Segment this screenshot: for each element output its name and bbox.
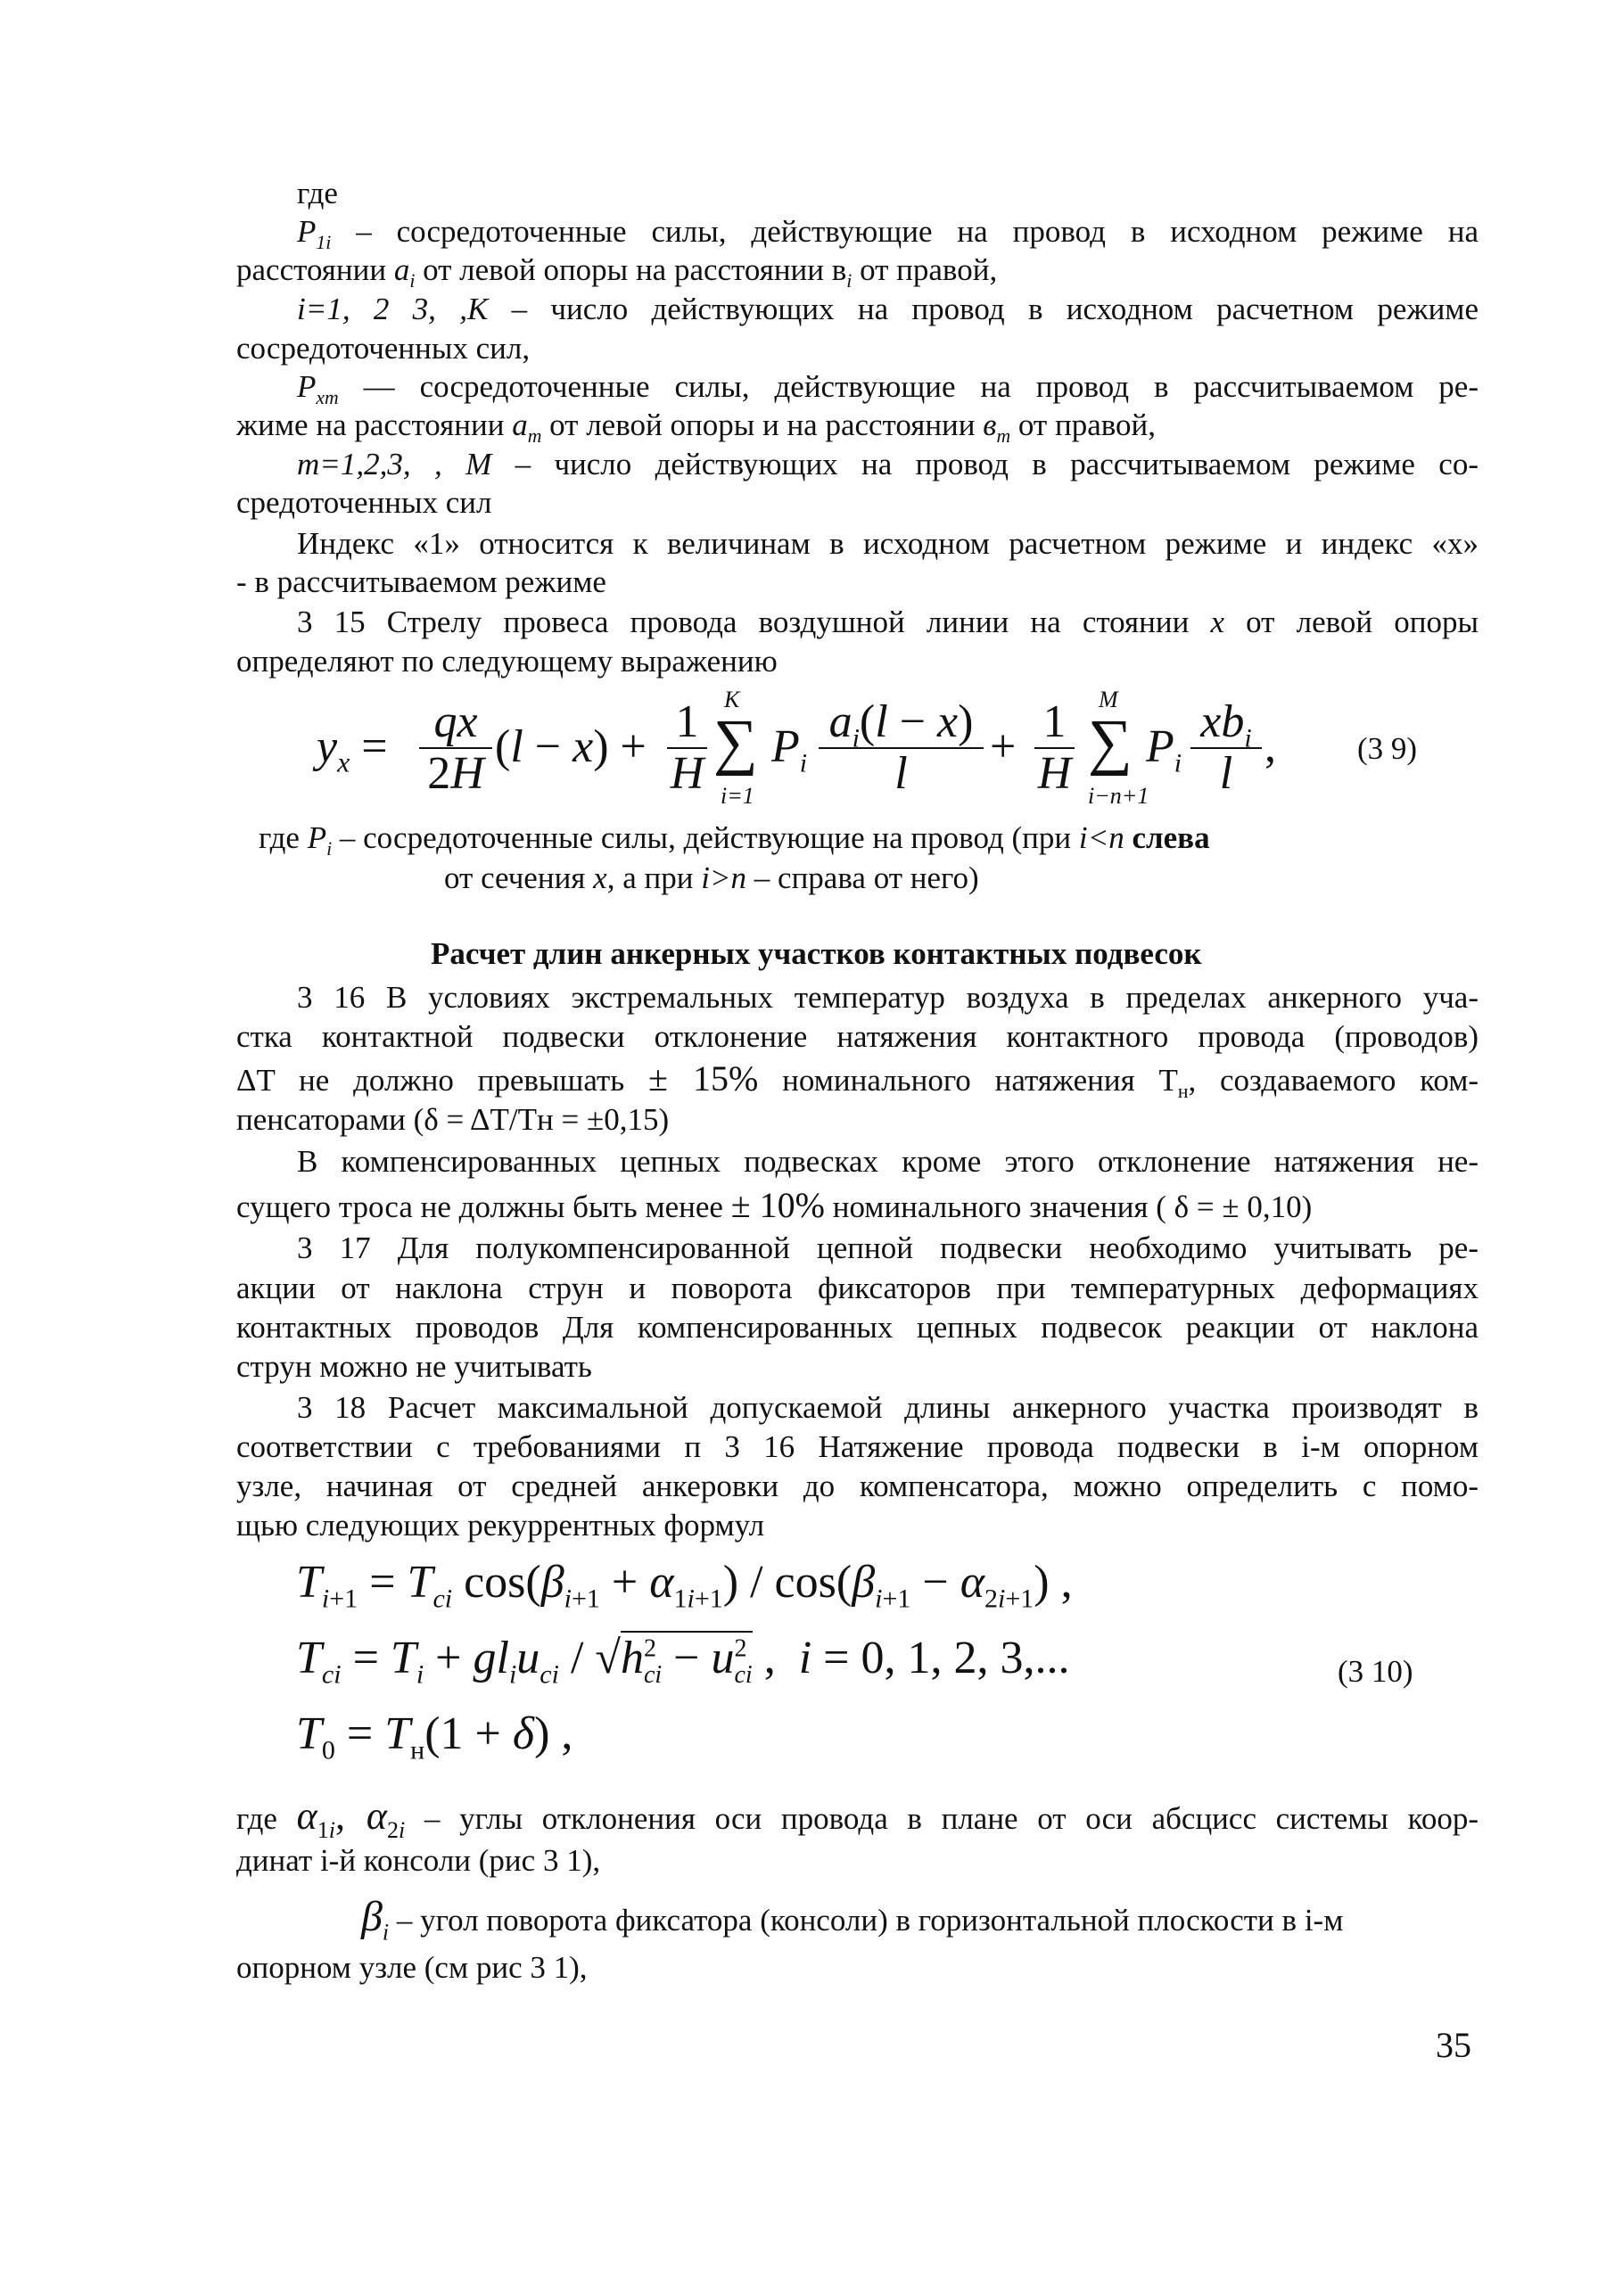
page-number: 35 (1436, 2025, 1471, 2065)
section-heading: Расчет длин анкерных участков контактных подвесок (431, 936, 1202, 971)
text-line: $\beta_i$ – угол поворота фиксатора (консоли) в горизонтальной плоскости в i-м (361, 1893, 1344, 1946)
text-line: где (297, 176, 338, 210)
text-line: сосредоточенных сил, (236, 331, 531, 366)
text-line: - в рассчитываемом режиме (236, 564, 606, 599)
text-line: m=1,2,3, , M – число действующих на провод в рассчитываемом режиме со- (297, 447, 1479, 481)
text-line: Индекс «1» относится к величинам в исходном расчетном режиме и индекс «x» (297, 526, 1479, 561)
text-line: щью следующих рекуррентных формул (236, 1508, 765, 1543)
text-line: сущего троса не должны быть менее ± 10% номинального значения ( δ = ± 0,10) (236, 1185, 1313, 1225)
equation-number: (3 10) (1338, 1654, 1413, 1689)
text-line: акции от наклона струн и поворота фиксаторов при температурных деформациях (236, 1271, 1479, 1305)
text-line: средоточенных сил (236, 485, 492, 520)
text-line: расстоянии $a_i$ от левой опоры на расстоянии $в_i$ от правой, (236, 252, 998, 292)
text-line: $P_{xm}$ — сосредоточенные силы, действующие на провод в рассчитываемом ре- (297, 369, 1479, 408)
text-line: $P_{1i}$ – сосредоточенные силы, действующие на провод в исходном режиме на (297, 214, 1479, 253)
text-line: 3 17 Для полукомпенсированной цепной подвески необходимо учитывать ре- (297, 1230, 1479, 1265)
text-line: 3 18 Расчет максимальной допускаемой длины анкерного участка производят в (297, 1390, 1479, 1425)
text-line: от сечения x, а при i>n – справа от него) (444, 860, 979, 895)
text-line: динат i-й консоли (рис 3 1), (236, 1843, 601, 1878)
text-line: ΔT не должно превышать ± 15% номинального натяжения $T_н$, создаваемого ком- (236, 1058, 1479, 1102)
text-line: где $\alpha_{1i}$, $\alpha_{2i}$ – углы отклонения оси провода в плане от оси абсцисс системы коор- (236, 1794, 1479, 1843)
text-line: узле, начиная от средней анкеровки до компенсатора, можно определить с помо- (236, 1469, 1479, 1503)
text-line: жиме на расстоянии $a_m$ от левой опоры и на расстоянии $в_m$ от правой, (236, 407, 1157, 447)
text-line: 3 15 Стрелу провеса провода воздушной линии на стоянии x от левой опоры (297, 605, 1479, 639)
text-line: струн можно не учитывать (236, 1349, 592, 1384)
equation-number: (3 9) (1357, 731, 1418, 766)
text-line: контактных проводов Для компенсированных цепных подвесок реакции от наклона (236, 1310, 1479, 1345)
text-line: опорном узле (см рис 3 1), (236, 1950, 588, 1985)
document-page: где $P_{1i}$ – сосредоточенные силы, действующие на провод в исходном режиме на расстоянии $a_i$ от левой опоры на расстоянии $в_i$ от правой, i=1, 2 3, ,K – число действующих на провод в исходном расчетном режиме сосредоточенных сил, $P_{xm}$ — сосредоточенные силы, действующие на провод в рассчитываемом ре- жиме на расстоянии $a_m$ от левой опоры и на расстоянии $в_m$ от правой, m=1,2,3, , M – число действующих на провод в рассчитываемом режиме со- средоточенных сил Индекс «1» относится к величинам в исходном расчетном режиме и индекс «x» - в рассчитываемом режиме 3 15 Стрелу провеса провода воздушной линии на стоянии x от левой опоры определяют по следующему выражению $y_x$ = qx 2H (l − x) + 1 H K ∑ i=1 $P_i$ $a_i(l - x)$ l + 1 H M ∑ i−n+1 $P_i$ $xb_i$ l , (3 9) где $P_i$ – сосредоточенные силы, действующие на провод (при i<n слева от сечения x, а при i>n – справа от него) Расчет длин анкерных участков контактных подвесок 3 16 В условиях экстремальных температур воздуха в пределах анкерного уча- стка контактной подвески отклонение натяжения контактного провода (проводов) ΔT не должно превышать ± 15% номинального натяжения $T_н$, создаваемого ком- пенсаторами (δ = ΔT/Tн = ±0,15) В компенсированных цепных подвесках кроме этого отклонение натяжения не- сущего троса не должны быть менее ± 10% номинального значения ( δ = ± 0,10) 3 17 Для полукомпенсированной цепной подвески необходимо учитывать ре- акции от наклона струн и поворота фиксаторов при температурных деформациях контактных проводов Для компенсированных цепных подвесок реакции от наклона струн можно не учитывать 3 18 Расчет максимальной допускаемой длины анкерного участка производят в соответствии с требованиями п 3 16 Натяжение провода подвески в i-м опорном узле, начиная от средней анкеровки до компенсатора, можно определить с помо- щью следующих рекуррентных формул $T_{i+1} = T_{ci}$ $\cos(\beta_{i+1} + \alpha_{1i+1}) / \cos(\beta_{i+1} - \alpha_{2i+1})$ , $T_{ci} = T_i + gl_iu_{ci} / √h^2_{ci} - u^2_{ci}$ , i = 0, 1, 2, 3,... $T_0 = T_н(1 + \delta)$ , (3 10) где $\alpha_{1i}$, $\alpha_{2i}$ – углы отклонения оси провода в плане от оси абсцисс системы коор- динат i-й консоли (рис 3 1), $\beta_i$ – угол поворота фиксатора (консоли) в горизонтальной плоскости в i-м опорном узле (см рис 3 1), 35 (236, 176, 1479, 2065)
text-line: определяют по следующему выражению (236, 644, 778, 679)
text-line: i=1, 2 3, ,K – число действующих на провод в исходном расчетном режиме (297, 292, 1479, 326)
text-line: 3 16 В условиях экстремальных температур воздуха в пределах анкерного уча- (297, 980, 1479, 1015)
text-line: стка контактной подвески отклонение натяжения контактного провода (проводов) (236, 1019, 1479, 1054)
text-line: соответствии с требованиями п 3 16 Натяжение провода подвески в i-м опорном (236, 1429, 1479, 1464)
text-line: где $P_i$ – сосредоточенные силы, действующие на провод (при i<n слева (259, 820, 1210, 860)
text-line: В компенсированных цепных подвесках кроме этого отклонение натяжения не- (297, 1144, 1479, 1179)
text-line: пенсаторами (δ = ΔT/Tн = ±0,15) (236, 1102, 670, 1137)
